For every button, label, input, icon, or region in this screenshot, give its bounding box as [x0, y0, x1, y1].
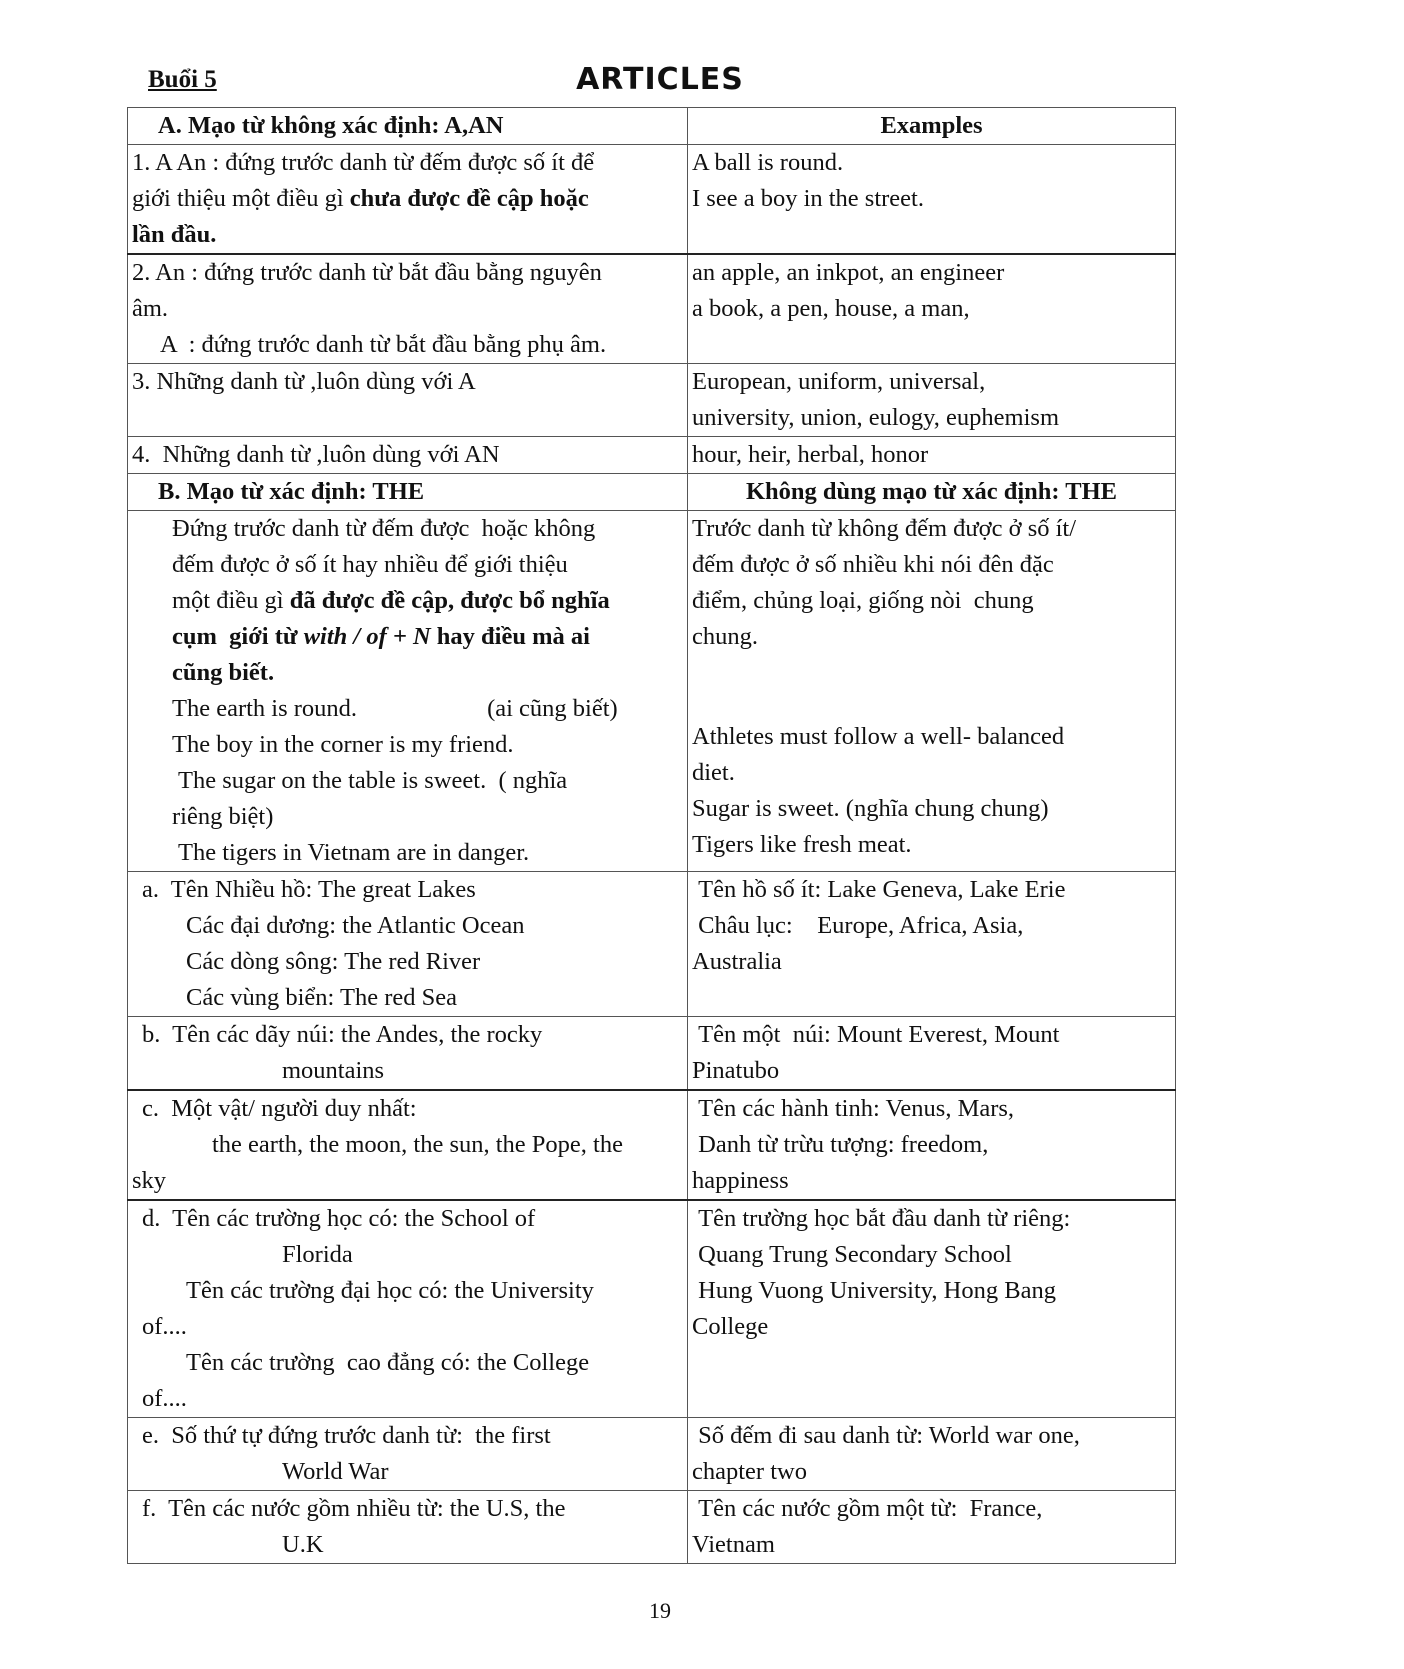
cell-line: I see a boy in the street. — [692, 185, 924, 212]
cell-line: U.K — [282, 1531, 324, 1558]
table-cell — [688, 364, 1176, 437]
example-note: (ai cũng biết) — [487, 695, 618, 722]
table-cell — [128, 1200, 688, 1418]
section-b-right-heading: Không dùng mạo từ xác định: THE — [688, 474, 1176, 511]
table-row — [128, 1491, 1176, 1564]
cell-line: chung. — [692, 623, 758, 650]
cell-line: sky — [132, 1167, 167, 1194]
cell-line: of.... — [142, 1313, 187, 1340]
bold-text: hay điều mà ai — [430, 623, 590, 650]
cell-line: Tên các trường đại học có: the University — [186, 1277, 594, 1304]
examples-heading: Examples — [688, 108, 1176, 145]
cell-line: A ball is round. — [692, 149, 844, 176]
table-cell — [688, 437, 1176, 474]
cell-line: Châu lục: Europe, Africa, Asia, — [692, 912, 1024, 939]
cell-line — [172, 583, 683, 619]
table-cell — [688, 872, 1176, 1017]
cell-line: Australia — [692, 948, 782, 975]
table-cell — [128, 364, 688, 437]
page-number: 19 — [649, 1598, 671, 1623]
cell-line: European, uniform, universal, — [692, 368, 986, 395]
example-text: The earth is round. — [172, 695, 358, 722]
bold-text: cụm giới từ — [172, 623, 304, 650]
bold-italic-text: with / of + N — [303, 623, 431, 650]
cell-text: một điều gì — [172, 587, 290, 614]
table-cell — [128, 254, 688, 364]
table-cell — [128, 1491, 688, 1564]
cell-text: giới thiệu một điều gì — [132, 185, 350, 212]
table-row — [128, 254, 1176, 364]
table-row — [128, 364, 1176, 437]
table-row — [128, 1200, 1176, 1418]
cell-line: Các vùng biển: The red Sea — [186, 984, 458, 1011]
cell-line: a book, a pen, house, a man, — [692, 295, 970, 322]
cell-line: happiness — [692, 1167, 789, 1194]
cell-line: Athletes must follow a well- balanced — [692, 723, 1065, 750]
cell-line: chapter two — [692, 1458, 807, 1485]
table-row — [128, 872, 1176, 1017]
table-row — [128, 437, 1176, 474]
cell-line: Tigers like fresh meat. — [692, 831, 912, 858]
table-row — [128, 511, 1176, 872]
bold-text: chưa được đề cập hoặc — [349, 185, 589, 212]
cell-line: an apple, an inkpot, an engineer — [692, 259, 1005, 286]
table-row — [128, 1090, 1176, 1200]
cell-line — [172, 691, 683, 727]
table-cell — [688, 145, 1176, 255]
cell-line: f. Tên các nước gồm nhiều từ: the U.S, the — [142, 1495, 566, 1522]
table-cell — [688, 1017, 1176, 1091]
articles-table — [127, 107, 1176, 1564]
cell-line: đếm được ở số ít hay nhiều để giới thiệu — [172, 551, 568, 578]
cell-line: Tên hồ số ít: Lake Geneva, Lake Erie — [692, 876, 1066, 903]
cell-line — [172, 619, 683, 655]
cell-line: Danh từ trừu tượng: freedom, — [692, 1131, 989, 1158]
table-cell — [688, 1200, 1176, 1418]
cell-line: Đứng trước danh từ đếm được hoặc không — [172, 515, 596, 542]
table-row — [128, 108, 1176, 145]
cell-line: College — [692, 1313, 769, 1340]
cell-line: riêng biệt) — [172, 803, 274, 830]
table-cell — [688, 1491, 1176, 1564]
cell-line: âm. — [132, 295, 169, 322]
table-cell — [688, 254, 1176, 364]
cell-line: Quang Trung Secondary School — [692, 1241, 1012, 1268]
cell-line: Trước danh từ không đếm được ở số ít/ — [692, 515, 1077, 542]
cell-line: Hung Vuong University, Hong Bang — [692, 1277, 1056, 1304]
table-cell — [128, 1017, 688, 1091]
cell-line — [132, 181, 683, 217]
cell-line: Sugar is sweet. (nghĩa chung chung) — [692, 795, 1049, 822]
cell-line: of.... — [142, 1385, 187, 1412]
cell-line: Florida — [282, 1241, 353, 1268]
table-row — [128, 145, 1176, 255]
cell-line: Tên các nước gồm một từ: France, — [692, 1495, 1043, 1522]
table-cell — [128, 145, 688, 255]
cell-line: Tên các hành tinh: Venus, Mars, — [692, 1095, 1015, 1122]
cell-line: Tên một núi: Mount Everest, Mount — [692, 1021, 1060, 1048]
cell-line: đếm được ở số nhiều khi nói đên đặc — [692, 551, 1054, 578]
cell-line: 3. Những danh từ ,luôn dùng với A — [132, 368, 476, 395]
lesson-label: Buổi 5 — [148, 66, 217, 93]
cell-line: Các dòng sông: The red River — [186, 948, 481, 975]
spacer — [692, 687, 1171, 719]
cell-line: Vietnam — [692, 1531, 775, 1558]
table-cell — [688, 1418, 1176, 1491]
cell-line: A : đứng trước danh từ bắt đầu bằng phụ âm. — [160, 331, 607, 358]
cell-line: Số đếm đi sau danh từ: World war one, — [692, 1422, 1080, 1449]
bold-text: đã được đề cập, được bổ nghĩa — [289, 587, 610, 614]
cell-line: 1. A An : đứng trước danh từ đếm được số ít để — [132, 149, 595, 176]
cell-line: Tên trường học bắt đầu danh từ riêng: — [692, 1205, 1071, 1232]
table-row — [128, 1017, 1176, 1091]
cell-line: c. Một vật/ người duy nhất: — [142, 1095, 417, 1122]
cell-line: World War — [282, 1458, 389, 1485]
bold-text: lần đầu. — [132, 221, 217, 248]
table-cell — [128, 872, 688, 1017]
table-row — [128, 474, 1176, 511]
cell-line: university, union, eulogy, euphemism — [692, 404, 1059, 431]
cell-line: The tigers in Vietnam are in danger. — [178, 839, 530, 866]
table-cell — [688, 511, 1176, 872]
cell-line: hour, heir, herbal, honor — [692, 441, 929, 468]
cell-line: Pinatubo — [692, 1057, 780, 1084]
section-b-heading: B. Mạo từ xác định: THE — [128, 474, 688, 511]
cell-line: 2. An : đứng trước danh từ bắt đầu bằng nguyên — [132, 259, 602, 286]
table-cell — [128, 437, 688, 474]
cell-line: 4. Những danh từ ,luôn dùng với AN — [132, 441, 500, 468]
table-row — [128, 1418, 1176, 1491]
page-title: ARTICLES — [576, 62, 744, 97]
cell-line: điểm, chủng loại, giống nòi chung — [692, 587, 1034, 614]
bold-text: cũng biết. — [172, 659, 275, 686]
table-cell — [688, 1090, 1176, 1200]
cell-line: mountains — [282, 1057, 385, 1084]
table-cell — [128, 1418, 688, 1491]
cell-line: d. Tên các trường học có: the School of — [142, 1205, 536, 1232]
cell-line: b. Tên các dãy núi: the Andes, the rocky — [142, 1021, 543, 1048]
cell-line: diet. — [692, 759, 735, 786]
cell-line: The sugar on the table is sweet. ( nghĩa — [178, 767, 568, 794]
cell-line: Tên các trường cao đẳng có: the College — [186, 1349, 590, 1376]
cell-line: the earth, the moon, the sun, the Pope, the — [212, 1131, 623, 1158]
table-cell — [128, 511, 688, 872]
cell-line: e. Số thứ tự đứng trước danh từ: the first — [142, 1422, 551, 1449]
section-a-heading: A. Mạo từ không xác định: A,AN — [128, 108, 688, 145]
table-cell — [128, 1090, 688, 1200]
cell-line: a. Tên Nhiều hồ: The great Lakes — [142, 876, 476, 903]
cell-line: Các đại dương: the Atlantic Ocean — [186, 912, 525, 939]
spacer — [692, 655, 1171, 687]
cell-line: The boy in the corner is my friend. — [172, 731, 514, 758]
